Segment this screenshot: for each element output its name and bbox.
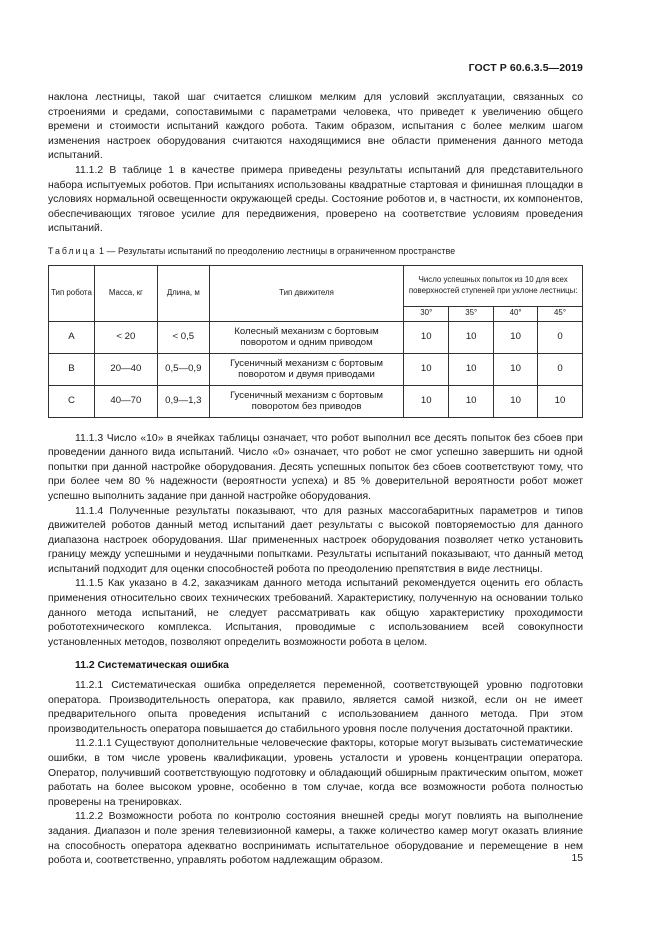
paragraph-11-1-2: 11.1.2 В таблице 1 в качестве примера приведены результаты испытаний для представительного набора испытуемых роботов. При испытаниях использованы квадратные стартовая и финишная площадки в условиях нормальной освещенности окружающей среды. Состояние роботов и, в частности, их компонентов, обеспечивающих тяговое усилие для передвижения, проверено на соответствие условиям проведения испытаний. (48, 164, 583, 235)
header-angle: 30° (404, 306, 449, 321)
cell-type: A (49, 321, 95, 353)
header-length: Длина, м (157, 265, 209, 321)
cell-type: C (49, 385, 95, 417)
cell-value: 10 (449, 321, 494, 353)
paragraph-11-2-1: 11.2.1 Систематическая ошибка определяется переменной, соответствующей уровню подготовки оператора. Производительность оператора, как правило, является самой низкой, если он не имеет предварительного опыта проведения испытаний с использованием данного метода. При этом производительность оператора повышается до стабильного уровня после получения достаточной практики. (48, 680, 583, 735)
page-number: 15 (571, 853, 583, 864)
table-caption-prefix: Таблица (48, 245, 97, 256)
document-header: ГОСТ Р 60.6.3.5—2019 (468, 62, 583, 74)
cell-value: 10 (404, 321, 449, 353)
results-table (48, 265, 583, 418)
paragraph-11-1-5: 11.1.5 Как указано в 4.2, заказчикам данного метода испытаний рекомендуется оценить его область применения относительно своих технических требований. Характеристику, полученную на основании только данного метода испытаний, не следует рассматривать как общую характеристику проходимости робототехнического комплекса. Испытания, проводимые с использованием всей совокупности установленных методов, позволяют определить возможности робота в целом. (48, 578, 583, 648)
cell-value: 10 (494, 321, 538, 353)
header-drive-type: Тип движителя (209, 265, 404, 321)
header-successful-attempts: Число успешных попыток из 10 для всех поверхностей ступеней при уклоне лестницы: (404, 265, 583, 306)
cell-mass: 20—40 (94, 353, 157, 385)
paragraph-11-2-2: 11.2.2 Возможности робота по контролю состояния внешней среды могут повлиять на выполнение задания. Диапазон и поле зрения телевизионной камеры, а также количество камер могут оказать влияние на способность оператора адекватно воспринимать испытательное оборудование и перемещение в нем робота и, соответственно, управлять роботом надлежащим образом. (48, 811, 583, 867)
section-heading: 11.2 Систематическая ошибка (75, 660, 229, 672)
table-caption (48, 244, 583, 259)
cell-length: 0,5—0,9 (157, 353, 209, 385)
cell-length: < 0,5 (157, 321, 209, 353)
cell-value: 10 (449, 353, 494, 385)
header-mass: Масса, кг (94, 265, 157, 321)
paragraph-11-2-1-1: 11.2.1.1 Существуют дополнительные человеческие факторы, которые могут вызывать систематические ошибки, в том числе уровень квалификации, уровень усталости и уровень концентрации оператора. Оператор, получивший соответствующую подготовку и обладающий обширным практическим опытом, может работать на более высоком уровне, особенно в том случае, когда все возможности робота полностью проверены на тренировках. (48, 738, 583, 808)
table-row (49, 321, 583, 353)
paragraph-11-1-3: 11.1.3 Число «10» в ячейках таблицы означает, что робот выполнил все десять попыток без сбоев при проведении данного вида испытаний. Число «0» означает, что робот не смог успешно завершить ни одной попытки при данной настройке оборудования. Десять успешных попыток без сбоев соответствуют тому, что при более чем 80 % надежности (вероятности успеха) и 85 % доверительной вероятности робот может успешно выполнить задание при данной настройке оборудования. (48, 432, 583, 502)
header-angle: 35° (449, 306, 494, 321)
header-robot-type: Тип робота (49, 265, 95, 321)
header-angle: 45° (538, 306, 583, 321)
table-row (49, 353, 583, 385)
cell-value: 0 (538, 353, 583, 385)
cell-type: B (49, 353, 95, 385)
cell-drive: Колесный механизм с бортовым поворотом и одним приводом (209, 321, 404, 353)
cell-length: 0,9—1,3 (157, 385, 209, 417)
cell-value: 10 (494, 385, 538, 417)
cell-mass: 40—70 (94, 385, 157, 417)
document-body (48, 91, 583, 869)
paragraph-continuation: наклона лестницы, такой шаг считается слишком мелким для условий эксплуатации, связанных со строениями и средами, сопоставимыми с параметрами человека, что приведет к увеличению общего времени и стоимости испытаний каждого робота. Таким образом, испытания с более мелким шагом изменения настроек оборудования считаются находящимися вне области применения данного метода испытаний. (48, 92, 583, 162)
cell-drive: Гусеничный механизм с бортовым поворотом без приводов (209, 385, 404, 417)
cell-value: 10 (404, 353, 449, 385)
cell-value: 10 (538, 385, 583, 417)
paragraph-11-1-4: 11.1.4 Полученные результаты показывают, что для разных массогабаритных параметров и типов движителей роботов данный метод испытаний дает результаты с высокой повторяемостью для данного диапазона настроек оборудования. Шаг примененных настроек оборудования позволяет четко установить границу между успешными и неудачными попытками. Результаты испытаний показывают, что данный метод испытаний подходит для оценки способностей робота по преодолению препятствия в виде лестницы. (48, 505, 583, 575)
cell-value: 0 (538, 321, 583, 353)
cell-drive: Гусеничный механизм с бортовым поворотом и двумя приводами (209, 353, 404, 385)
table-row (49, 385, 583, 417)
cell-value: 10 (449, 385, 494, 417)
cell-value: 10 (404, 385, 449, 417)
table-caption-text: 1 — Результаты испытаний по преодолению лестницы в ограниченном пространстве (96, 245, 456, 256)
cell-value: 10 (494, 353, 538, 385)
cell-mass: < 20 (94, 321, 157, 353)
header-angle: 40° (494, 306, 538, 321)
